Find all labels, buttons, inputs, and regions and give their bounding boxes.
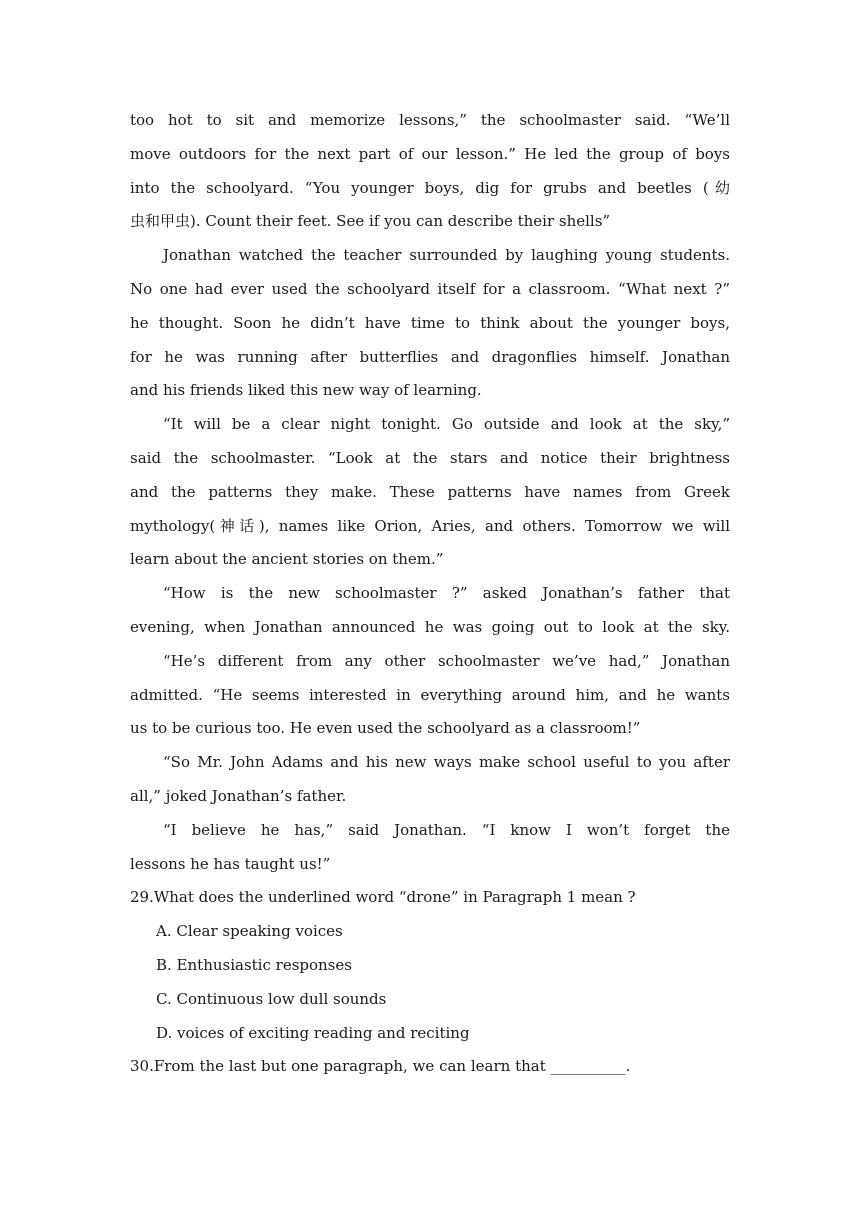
- text-line: all,” joked Jonathan’s father.: [130, 786, 347, 805]
- text-line: No one had ever used the schoolyard itself for a classroom. “What next ?”: [130, 279, 730, 298]
- question-29: [130, 881, 730, 1050]
- paragraph-1: [130, 104, 730, 239]
- document-page: [130, 104, 730, 1084]
- text-line: us to be curious too. He even used the schoolyard as a classroom!”: [130, 719, 641, 738]
- text-line: “It will be a clear night tonight. Go outside and look at the sky,”: [163, 415, 730, 434]
- text-line: for he was running after butterflies and dragonflies himself. Jonathan: [130, 347, 730, 366]
- text-line: “He’s different from any other schoolmaster we’ve had,” Jonathan: [163, 651, 730, 670]
- text-line: into the schoolyard. “You younger boys, dig for grubs and beetles (幼: [130, 178, 730, 197]
- option-d: D. voices of exciting reading and reciting: [156, 1023, 470, 1042]
- text-line: he thought. Soon he didn’t have time to think about the younger boys,: [130, 313, 730, 332]
- option-a: A. Clear speaking voices: [156, 922, 343, 941]
- option-b: B. Enthusiastic responses: [156, 955, 352, 974]
- text-line: move outdoors for the next part of our lesson.” He led the group of boys: [130, 144, 730, 163]
- paragraph-6: [130, 746, 730, 814]
- question-stem: 29.What does the underlined word “drone” in Paragraph 1 mean ?: [130, 888, 636, 907]
- text-line: “I believe he has,” said Jonathan. “I know I won’t forget the: [163, 820, 730, 839]
- paragraph-2: [130, 239, 730, 408]
- text-line: mythology(神话), names like Orion, Aries, and others. Tomorrow we will: [130, 516, 730, 535]
- text-line: admitted. “He seems interested in everything around him, and he wants: [130, 685, 730, 704]
- text-line: learn about the ancient stories on them.”: [130, 550, 444, 569]
- text-line: evening, when Jonathan announced he was going out to look at the sky.: [130, 617, 730, 636]
- paragraph-5: [130, 645, 730, 746]
- text-line: and the patterns they make. These patterns have names from Greek: [130, 482, 730, 501]
- text-line: Jonathan watched the teacher surrounded by laughing young students.: [163, 246, 730, 265]
- option-c: C. Continuous low dull sounds: [156, 989, 387, 1008]
- question-30: [130, 1050, 730, 1084]
- paragraph-4: [130, 577, 730, 645]
- paragraph-3: [130, 408, 730, 577]
- text-line: “How is the new schoolmaster ?” asked Jonathan’s father that: [163, 584, 730, 603]
- text-line: 虫和甲虫). Count their feet. See if you can describe their shells”: [130, 212, 611, 231]
- text-line: said the schoolmaster. “Look at the stars and notice their brightness: [130, 448, 730, 467]
- text-line: too hot to sit and memorize lessons,” the schoolmaster said. “We’ll: [130, 111, 730, 129]
- text-line: lessons he has taught us!”: [130, 854, 331, 873]
- text-line: and his friends liked this new way of learning.: [130, 381, 482, 400]
- text-line: “So Mr. John Adams and his new ways make school useful to you after: [163, 753, 730, 772]
- paragraph-7: [130, 814, 730, 882]
- question-stem: 30.From the last but one paragraph, we can learn that __________.: [130, 1057, 631, 1076]
